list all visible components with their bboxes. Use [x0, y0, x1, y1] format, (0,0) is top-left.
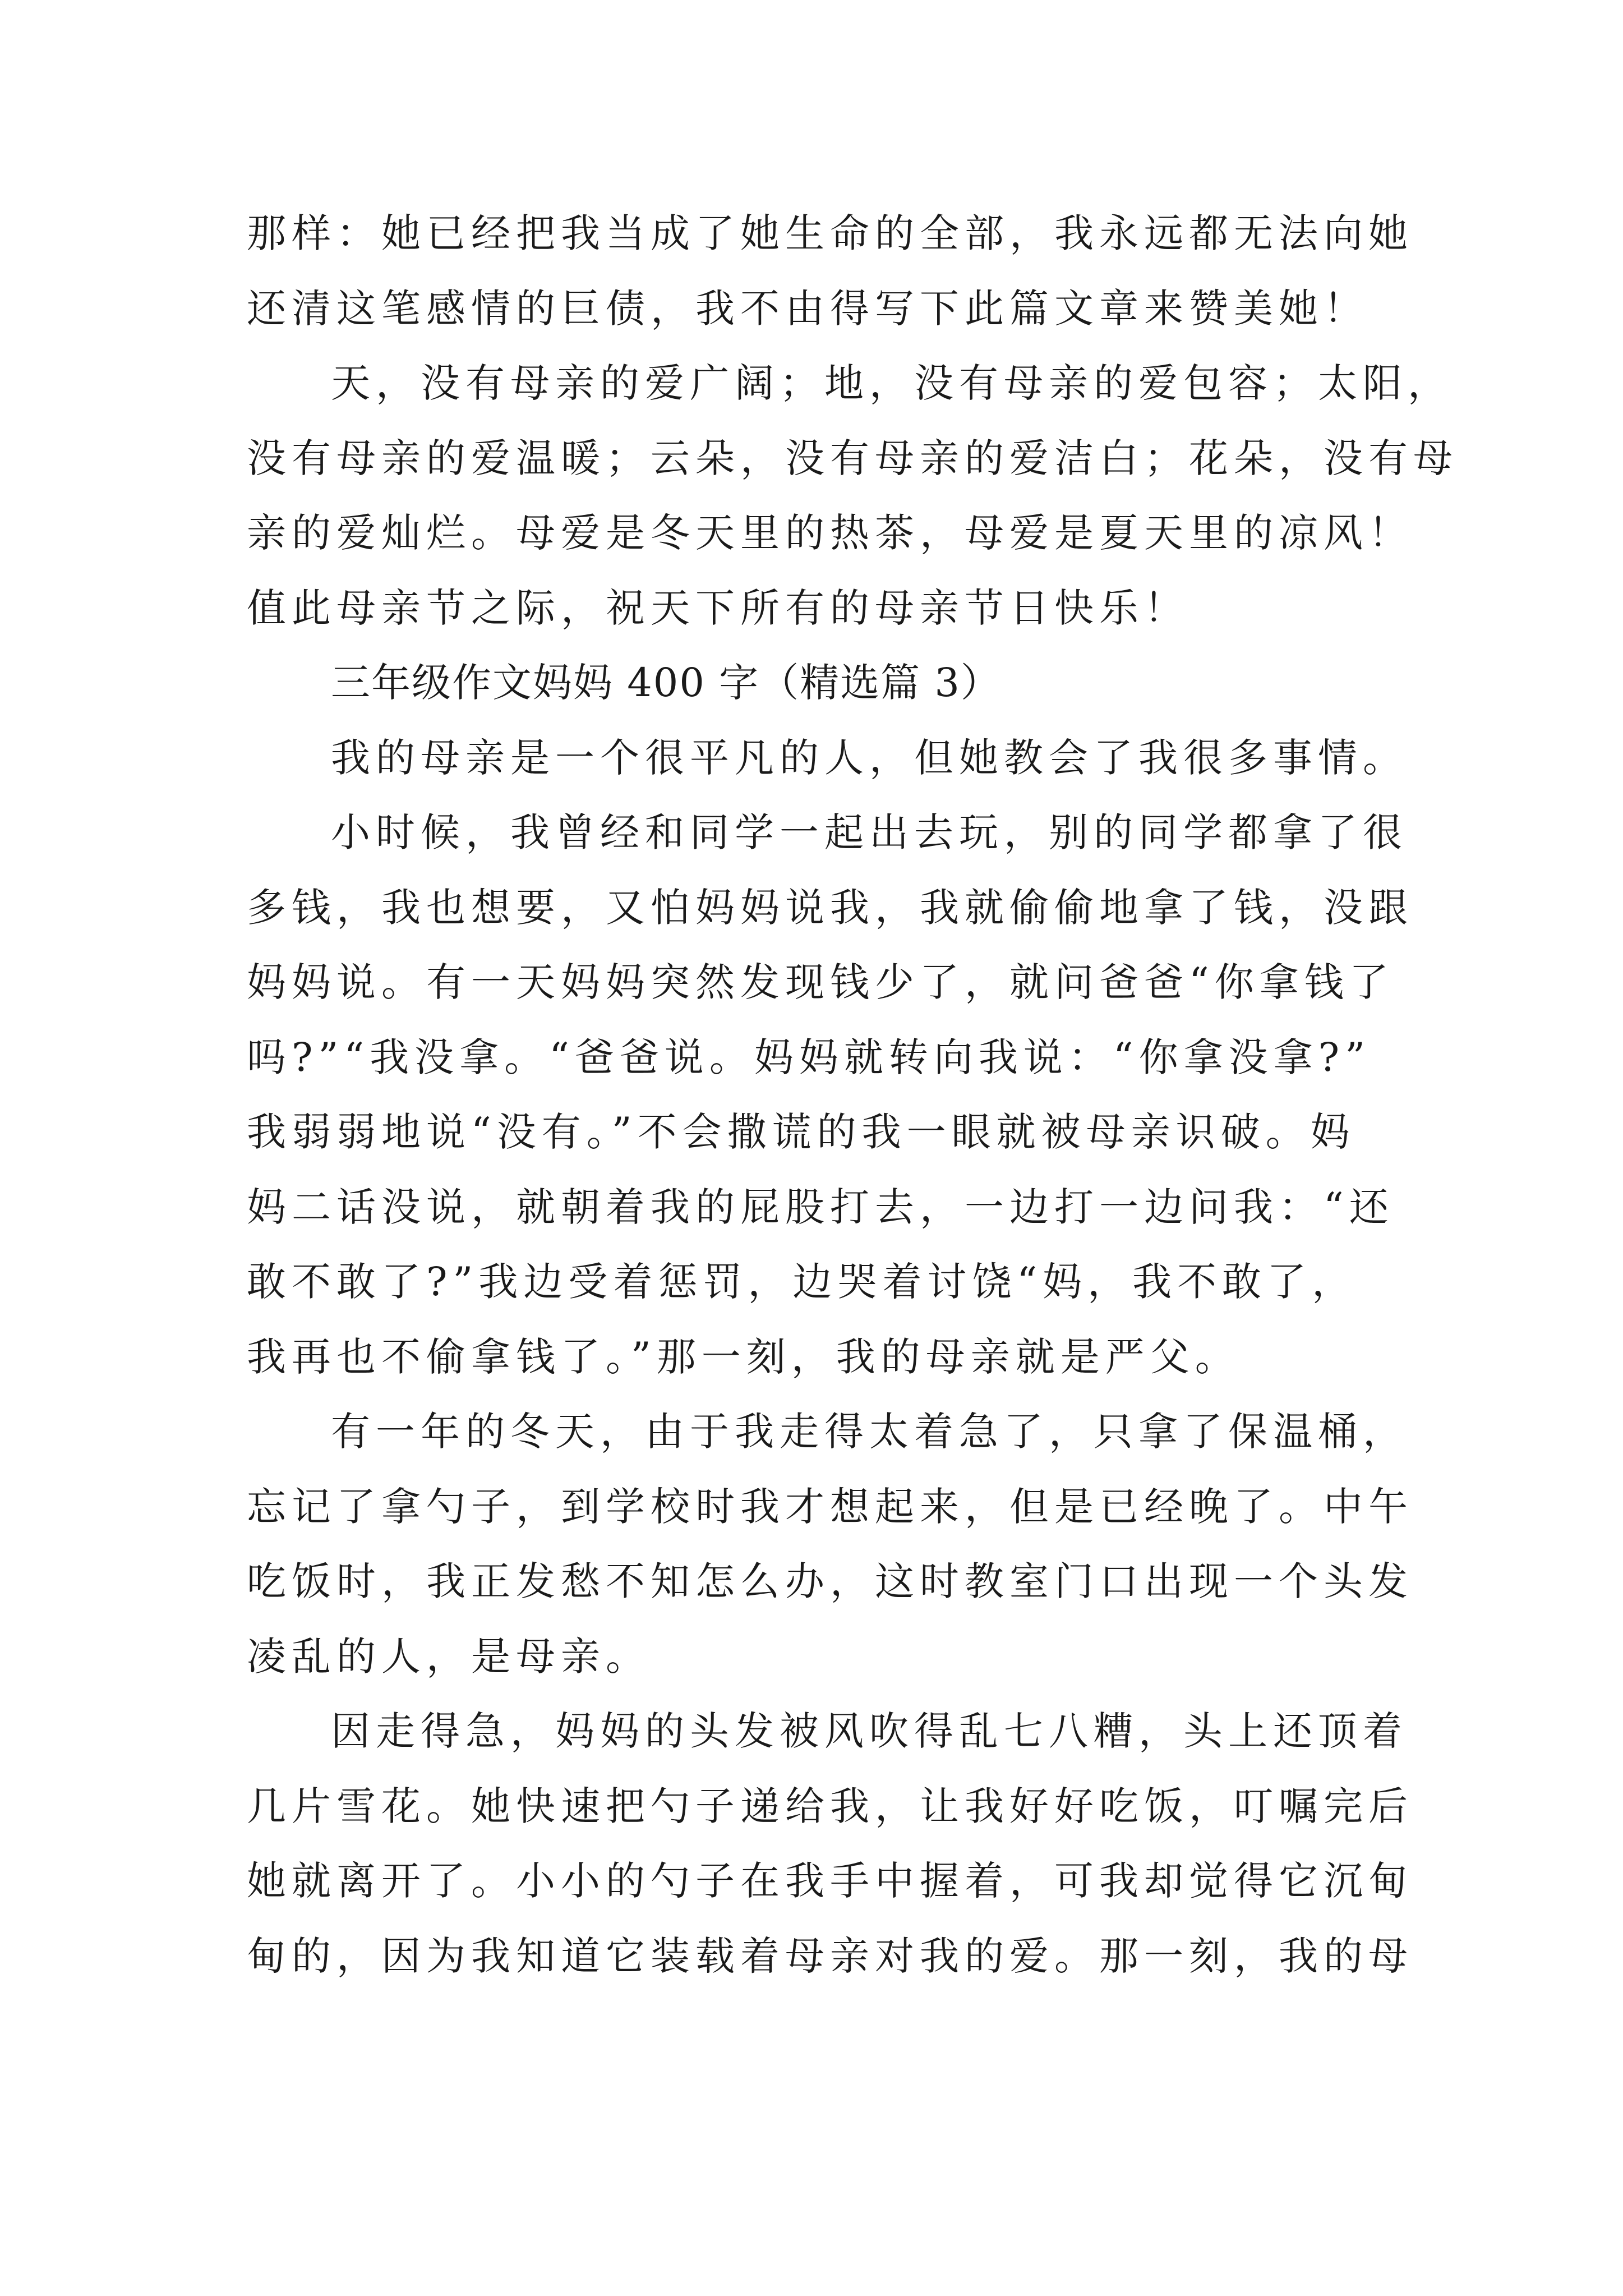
text-line: 值此母亲节之际，祝天下所有的母亲节日快乐！ — [247, 585, 1189, 631]
text-line: 没有母亲的爱温暖；云朵，没有母亲的爱洁白；花朵，没有母 — [247, 435, 1458, 481]
text-line: 我再也不偷拿钱了。”那一刻，我的母亲就是严父。 — [247, 1333, 1240, 1380]
text-line: 多钱，我也想要，又怕妈妈说我，我就偷偷地拿了钱，没跟 — [247, 884, 1413, 931]
paragraph-first-line: 小时候，我曾经和同学一起出去玩，别的同学都拿了很 — [331, 809, 1408, 855]
paragraph-first-line: 天，没有母亲的爱广阔；地，没有母亲的爱包容；太阳， — [331, 360, 1453, 406]
text-line: 妈妈说。有一天妈妈突然发现钱少了，就问爸爸“你拿钱了 — [247, 959, 1394, 1005]
text-line: 几片雪花。她快速把勺子递给我，让我好好吃饭，叮嘱完后 — [247, 1783, 1413, 1829]
text-line: 还清这笔感情的巨债，我不由得写下此篇文章来赞美她！ — [247, 285, 1368, 332]
text-line: 吃饭时，我正发愁不知怎么办，这时教室门口出现一个头发 — [247, 1558, 1413, 1604]
paragraph-first-line: 我的母亲是一个很平凡的人，但她教会了我很多事情。 — [331, 734, 1408, 781]
text-line: 甸的，因为我知道它装载着母亲对我的爱。那一刻，我的母 — [247, 1932, 1413, 1979]
paragraph-first-line: 因走得急，妈妈的头发被风吹得乱七八糟，头上还顶着 — [331, 1708, 1408, 1754]
text-line: 我弱弱地说“没有。”不会撒谎的我一眼就被母亲识破。妈 — [247, 1109, 1355, 1155]
paragraph-first-line: 有一年的冬天，由于我走得太着急了，只拿了保温桶， — [331, 1409, 1408, 1455]
text-line: 亲的爱灿烂。母爱是冬天里的热茶，母爱是夏天里的凉风！ — [247, 510, 1413, 556]
text-line: 忘记了拿勺子，到学校时我才想起来，但是已经晚了。中午 — [247, 1483, 1413, 1530]
text-line: 吗?”“我没拿。“爸爸说。妈妈就转向我说：“你拿没拿?” — [247, 1034, 1371, 1080]
document-body — [247, 196, 1458, 1994]
section-heading: 三年级作文妈妈 400 字（精选篇 3） — [331, 660, 1001, 706]
text-line: 妈二话没说，就朝着我的屁股打去，一边打一边问我：“还 — [247, 1184, 1394, 1230]
text-line: 敢不敢了?”我边受着惩罚，边哭着讨饶“妈，我不敢了， — [247, 1259, 1357, 1305]
text-line: 凌乱的人，是母亲。 — [247, 1633, 651, 1680]
text-line: 她就离开了。小小的勺子在我手中握着，可我却觉得它沉甸 — [247, 1858, 1413, 1904]
text-line: 那样：她已经把我当成了她生命的全部，我永远都无法向她 — [247, 210, 1413, 256]
